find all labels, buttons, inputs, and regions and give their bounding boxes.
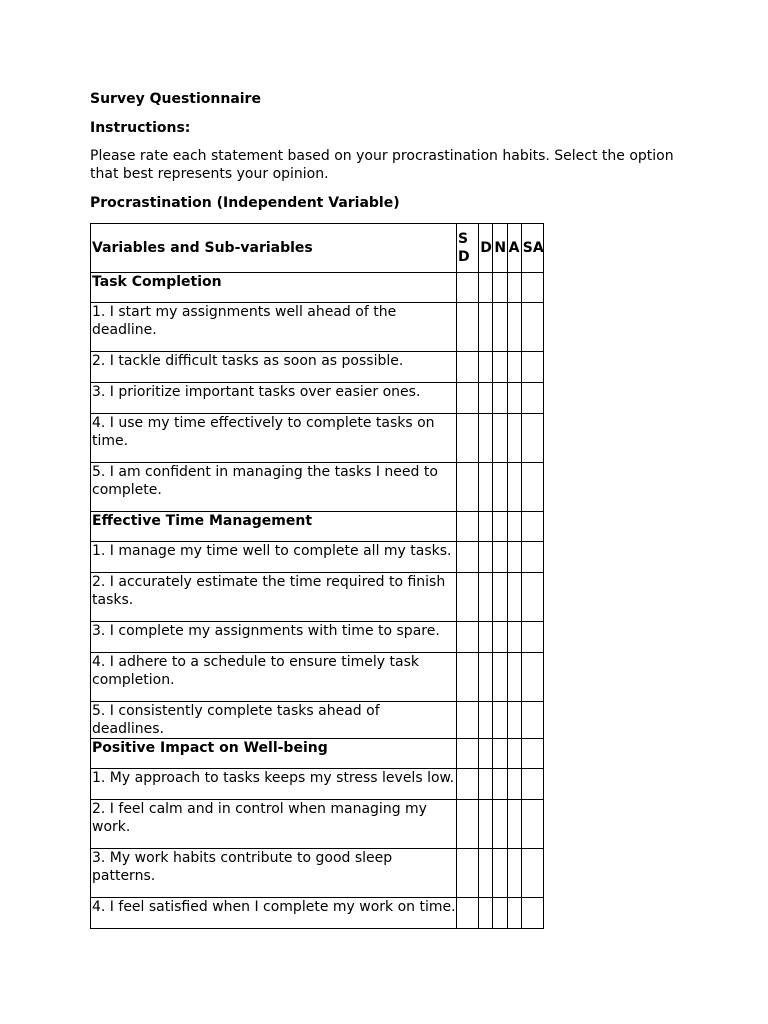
rating-cell-sa[interactable] xyxy=(521,653,543,702)
rating-cell-sd[interactable] xyxy=(457,849,479,898)
rating-cell-d[interactable] xyxy=(479,849,493,898)
statement-text: 1. I manage my time well to complete all my tasks. xyxy=(91,542,457,573)
rating-cell-sd[interactable] xyxy=(457,622,479,653)
rating-cell-sa[interactable] xyxy=(521,303,543,352)
category-row xyxy=(91,273,544,303)
header-sd-label: SD xyxy=(458,231,470,265)
instructions-text: Please rate each statement based on your procrastination habits. Select the option that best represents your opinion. xyxy=(90,148,674,182)
table-row xyxy=(91,800,544,849)
rating-cell-d[interactable] xyxy=(479,573,493,622)
table-row xyxy=(91,414,544,463)
rating-cell-a[interactable] xyxy=(507,653,521,702)
rating-cell-d[interactable] xyxy=(479,653,493,702)
header-n: N xyxy=(493,224,507,273)
category-cell-sa xyxy=(521,273,543,303)
category-cell-n xyxy=(493,273,507,303)
table-row xyxy=(91,769,544,800)
header-d: D xyxy=(479,224,493,273)
rating-cell-sa[interactable] xyxy=(521,573,543,622)
rating-cell-sd[interactable] xyxy=(457,542,479,573)
rating-cell-a[interactable] xyxy=(507,352,521,383)
rating-cell-d[interactable] xyxy=(479,769,493,800)
rating-cell-a[interactable] xyxy=(507,702,521,739)
rating-cell-sd[interactable] xyxy=(457,702,479,739)
category-cell-sd xyxy=(457,739,479,769)
statement-text: 1. I start my assignments well ahead of the deadline. xyxy=(91,303,457,352)
category-cell-sd xyxy=(457,512,479,542)
rating-cell-sa[interactable] xyxy=(521,383,543,414)
rating-cell-sd[interactable] xyxy=(457,352,479,383)
table-row xyxy=(91,303,544,352)
rating-cell-sa[interactable] xyxy=(521,463,543,512)
instructions-heading: Instructions: xyxy=(90,120,191,136)
category-cell-a xyxy=(507,739,521,769)
statement-text: 4. I feel satisfied when I complete my work on time. xyxy=(91,898,457,929)
rating-cell-a[interactable] xyxy=(507,573,521,622)
rating-cell-n[interactable] xyxy=(493,622,507,653)
header-sd xyxy=(457,224,479,273)
statement-text: 5. I am confident in managing the tasks I need to complete. xyxy=(91,463,457,512)
rating-cell-sa[interactable] xyxy=(521,414,543,463)
rating-cell-d[interactable] xyxy=(479,702,493,739)
table-row xyxy=(91,352,544,383)
section-heading: Procrastination (Independent Variable) xyxy=(90,195,400,211)
statement-text: 2. I feel calm and in control when managing my work. xyxy=(91,800,457,849)
rating-cell-sa[interactable] xyxy=(521,898,543,929)
category-cell-sd xyxy=(457,273,479,303)
statement-text: 2. I accurately estimate the time required to finish tasks. xyxy=(91,573,457,622)
rating-cell-a[interactable] xyxy=(507,769,521,800)
statement-text: 3. I complete my assignments with time to spare. xyxy=(91,622,457,653)
document-page xyxy=(90,90,690,929)
table-row xyxy=(91,463,544,512)
rating-cell-a[interactable] xyxy=(507,898,521,929)
rating-cell-a[interactable] xyxy=(507,463,521,512)
rating-cell-sd[interactable] xyxy=(457,303,479,352)
rating-cell-d[interactable] xyxy=(479,303,493,352)
table-row xyxy=(91,653,544,702)
category-cell-sa xyxy=(521,739,543,769)
rating-cell-sa[interactable] xyxy=(521,352,543,383)
statement-text: 1. My approach to tasks keeps my stress levels low. xyxy=(91,769,457,800)
header-a: A xyxy=(507,224,521,273)
table-header-row xyxy=(91,224,544,273)
rating-cell-a[interactable] xyxy=(507,414,521,463)
category-label: Task Completion xyxy=(91,273,457,303)
rating-cell-n[interactable] xyxy=(493,414,507,463)
rating-cell-a[interactable] xyxy=(507,622,521,653)
category-cell-d xyxy=(479,273,493,303)
rating-cell-n[interactable] xyxy=(493,573,507,622)
rating-cell-a[interactable] xyxy=(507,800,521,849)
rating-cell-a[interactable] xyxy=(507,303,521,352)
rating-cell-a[interactable] xyxy=(507,383,521,414)
category-cell-n xyxy=(493,512,507,542)
statement-text: 5. I consistently complete tasks ahead of deadlines. xyxy=(91,702,457,739)
table-row xyxy=(91,542,544,573)
rating-cell-sa[interactable] xyxy=(521,769,543,800)
rating-cell-d[interactable] xyxy=(479,383,493,414)
rating-cell-n[interactable] xyxy=(493,702,507,739)
statement-text: 4. I adhere to a schedule to ensure timely task completion. xyxy=(91,653,457,702)
rating-cell-n[interactable] xyxy=(493,352,507,383)
category-cell-d xyxy=(479,739,493,769)
category-cell-sa xyxy=(521,512,543,542)
rating-cell-d[interactable] xyxy=(479,898,493,929)
rating-cell-d[interactable] xyxy=(479,352,493,383)
survey-table xyxy=(90,223,544,929)
rating-cell-d[interactable] xyxy=(479,800,493,849)
header-sa: SA xyxy=(521,224,543,273)
document-title: Survey Questionnaire xyxy=(90,91,261,107)
rating-cell-sd[interactable] xyxy=(457,573,479,622)
rating-cell-d[interactable] xyxy=(479,414,493,463)
rating-cell-d[interactable] xyxy=(479,542,493,573)
rating-cell-n[interactable] xyxy=(493,383,507,414)
rating-cell-sa[interactable] xyxy=(521,800,543,849)
rating-cell-sa[interactable] xyxy=(521,542,543,573)
rating-cell-sa[interactable] xyxy=(521,622,543,653)
category-cell-a xyxy=(507,273,521,303)
rating-cell-n[interactable] xyxy=(493,769,507,800)
category-row xyxy=(91,512,544,542)
rating-cell-sd[interactable] xyxy=(457,769,479,800)
table-row xyxy=(91,702,544,739)
statement-text: 2. I tackle difficult tasks as soon as possible. xyxy=(91,352,457,383)
table-body xyxy=(91,273,544,929)
rating-cell-a[interactable] xyxy=(507,542,521,573)
rating-cell-n[interactable] xyxy=(493,653,507,702)
rating-cell-n[interactable] xyxy=(493,542,507,573)
rating-cell-n[interactable] xyxy=(493,463,507,512)
header-statement: Variables and Sub-variables xyxy=(91,224,457,273)
table-row xyxy=(91,622,544,653)
category-cell-d xyxy=(479,512,493,542)
statement-text: 3. I prioritize important tasks over easier ones. xyxy=(91,383,457,414)
rating-cell-sd[interactable] xyxy=(457,800,479,849)
rating-cell-sa[interactable] xyxy=(521,702,543,739)
rating-cell-n[interactable] xyxy=(493,303,507,352)
rating-cell-sd[interactable] xyxy=(457,898,479,929)
rating-cell-n[interactable] xyxy=(493,800,507,849)
table-row xyxy=(91,573,544,622)
category-cell-n xyxy=(493,739,507,769)
statement-text: 4. I use my time effectively to complete tasks on time. xyxy=(91,414,457,463)
rating-cell-d[interactable] xyxy=(479,622,493,653)
rating-cell-sd[interactable] xyxy=(457,383,479,414)
rating-cell-n[interactable] xyxy=(493,898,507,929)
statement-text: 3. My work habits contribute to good sleep patterns. xyxy=(91,849,457,898)
category-cell-a xyxy=(507,512,521,542)
table-row xyxy=(91,898,544,929)
rating-cell-d[interactable] xyxy=(479,463,493,512)
category-label: Positive Impact on Well-being xyxy=(91,739,457,769)
category-row xyxy=(91,739,544,769)
rating-cell-sd[interactable] xyxy=(457,414,479,463)
rating-cell-sa[interactable] xyxy=(521,849,543,898)
rating-cell-sd[interactable] xyxy=(457,653,479,702)
category-label: Effective Time Management xyxy=(91,512,457,542)
table-row xyxy=(91,383,544,414)
rating-cell-n[interactable] xyxy=(493,849,507,898)
rating-cell-a[interactable] xyxy=(507,849,521,898)
rating-cell-sd[interactable] xyxy=(457,463,479,512)
table-row xyxy=(91,849,544,898)
